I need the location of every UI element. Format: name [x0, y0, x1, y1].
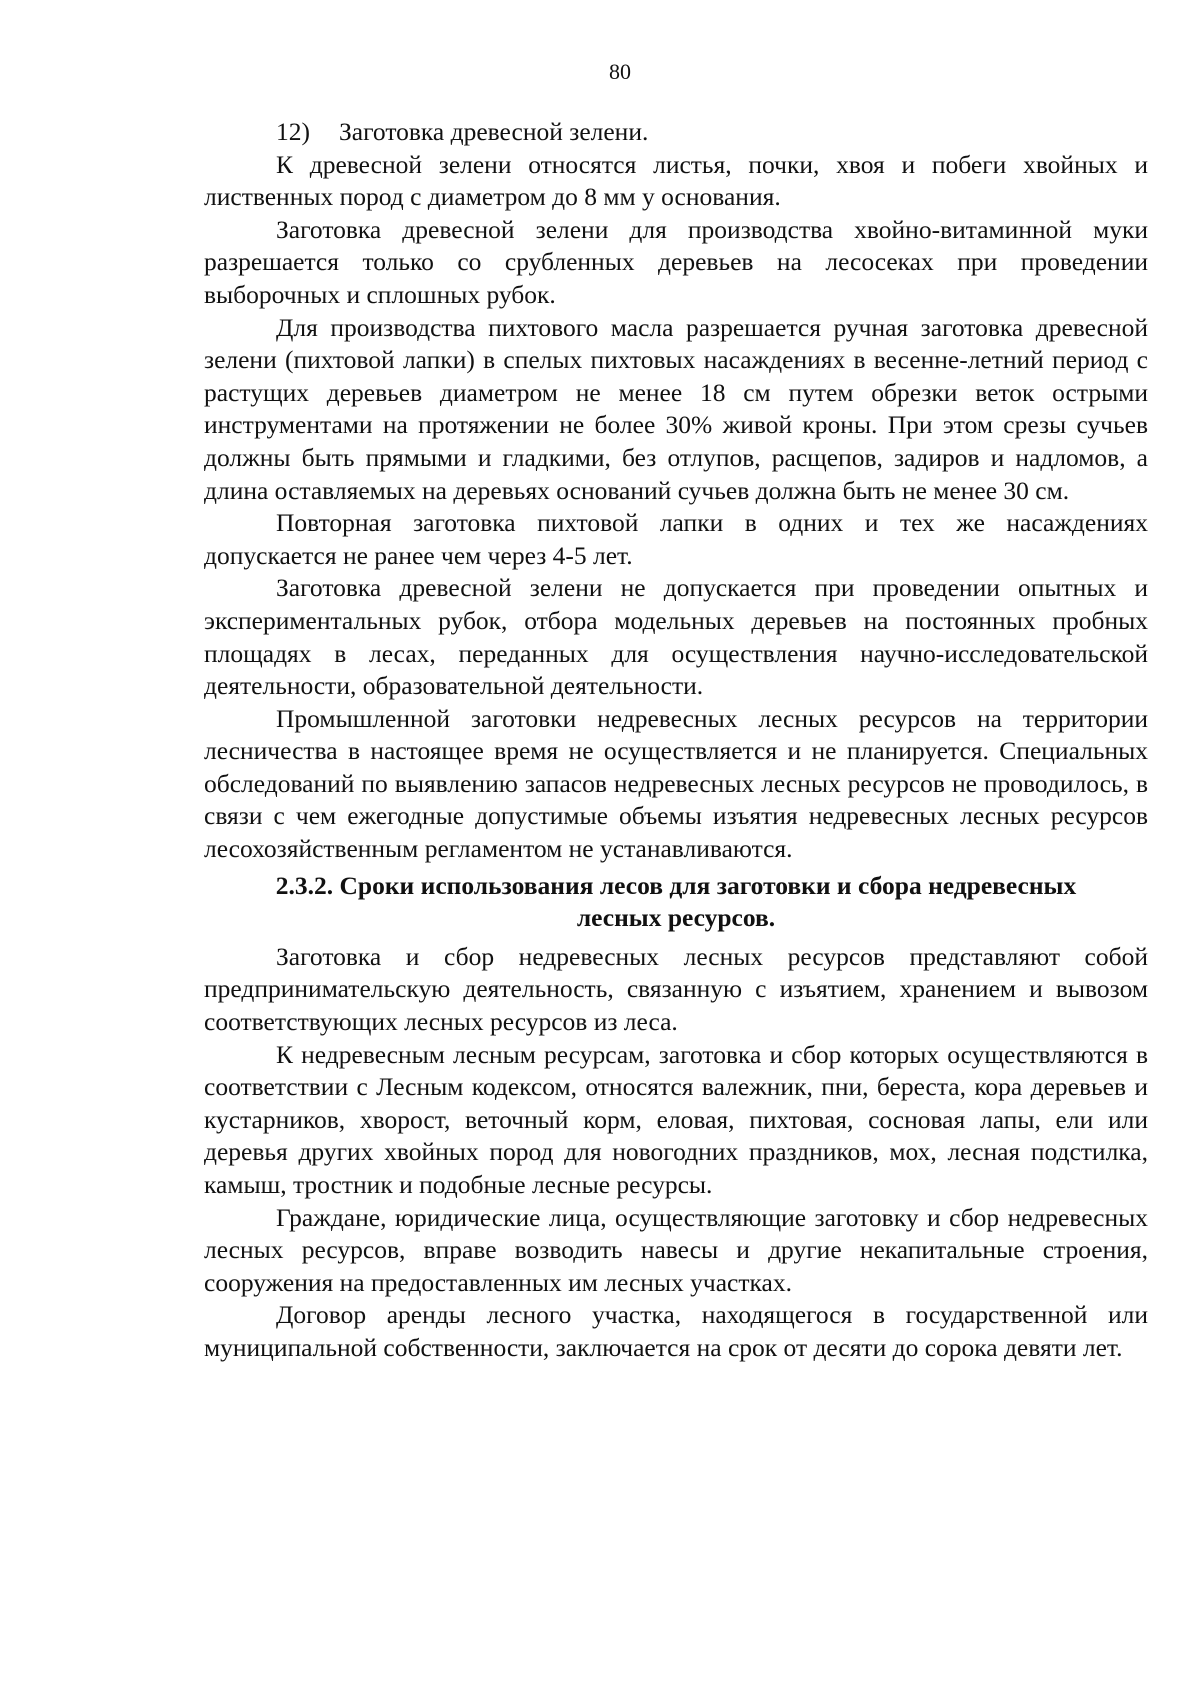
section-heading	[204, 870, 1148, 935]
page-number: 80	[609, 59, 631, 84]
paragraph: Договор аренды лесного участка, находящегося в государственной или муниципальной собственности, заключается на срок от десяти до сорока девяти лет.	[204, 1300, 1148, 1362]
paragraph: К недревесным лесным ресурсам, заготовка и сбор которых осуществляются в соответствии с Лесным кодексом, относятся валежник, пни, береста, кора деревьев и кустарников, хворост, веточный корм, еловая, пихтовая, сосновая лапы, ели или деревья других хвойных пород для новогодних праздников, мох, лесная подстилка, камыш, тростник и подобные лесные ресурсы.	[204, 1039, 1148, 1199]
paragraph: Для производства пихтового масла разрешается ручная заготовка древесной зелени (пихтовой лапки) в спелых пихтовых насаждениях в весенне-летний период с растущих деревьев диаметром не менее 18 см путем обрезки веток острыми инструментами на протяжении не более 30% живой кроны. При этом срезы сучьев должны быть прямыми и гладкими, без отлупов, расщепов, задиров и надломов, а длина оставляемых на деревьях оснований сучьев должна быть не менее 30 см.	[204, 312, 1148, 505]
list-item-text: Заготовка древесной зелени.	[339, 117, 649, 146]
list-item-12	[204, 116, 1148, 149]
paragraph: Повторная заготовка пихтовой лапки в одних и тех же насаждениях допускается не ранее чем через 4-5 лет.	[204, 508, 1148, 570]
page-content	[204, 116, 1148, 1365]
list-item-number: 12)	[276, 117, 310, 146]
paragraph: Промышленной заготовки недревесных лесных ресурсов на территории лесничества в настоящее время не осуществляется и не планируется. Специальных обследований по выявлению запасов недревесных лесных ресурсов не проводилось, в связи с чем ежегодные допустимые объемы изъятия недревесных лесных ресурсов лесохозяйственным регламентом не устанавливаются.	[204, 703, 1148, 864]
section-heading-line: лесных ресурсов.	[576, 903, 776, 933]
paragraph: Заготовка и сбор недревесных лесных ресурсов представляют собой предпринимательскую деятельность, связанную с изъятием, хранением и вывозом соответствующих лесных ресурсов из леса.	[204, 941, 1148, 1037]
paragraph: Заготовка древесной зелени для производства хвойно-витаминной муки разрешается только со срубленных деревьев на лесосеках при проведении выборочных и сплошных рубок.	[204, 214, 1148, 309]
section-heading-line: 2.3.2. Сроки использования лесов для заготовки и сбора недревесных	[275, 870, 1077, 900]
paragraph: К древесной зелени относятся листья, почки, хвоя и побеги хвойных и лиственных пород с диаметром до 8 мм у основания.	[204, 149, 1148, 212]
paragraph: Заготовка древесной зелени не допускается при проведении опытных и экспериментальных рубок, отбора модельных деревьев на постоянных пробных площадях в лесах, переданных для осуществления научно-исследовательской деятельности, образовательной деятельности.	[204, 573, 1148, 701]
paragraph: Граждане, юридические лица, осуществляющие заготовку и сбор недревесных лесных ресурсов, вправе возводить навесы и другие некапитальные строения, сооружения на предоставленных им лесных участках.	[204, 1202, 1148, 1297]
